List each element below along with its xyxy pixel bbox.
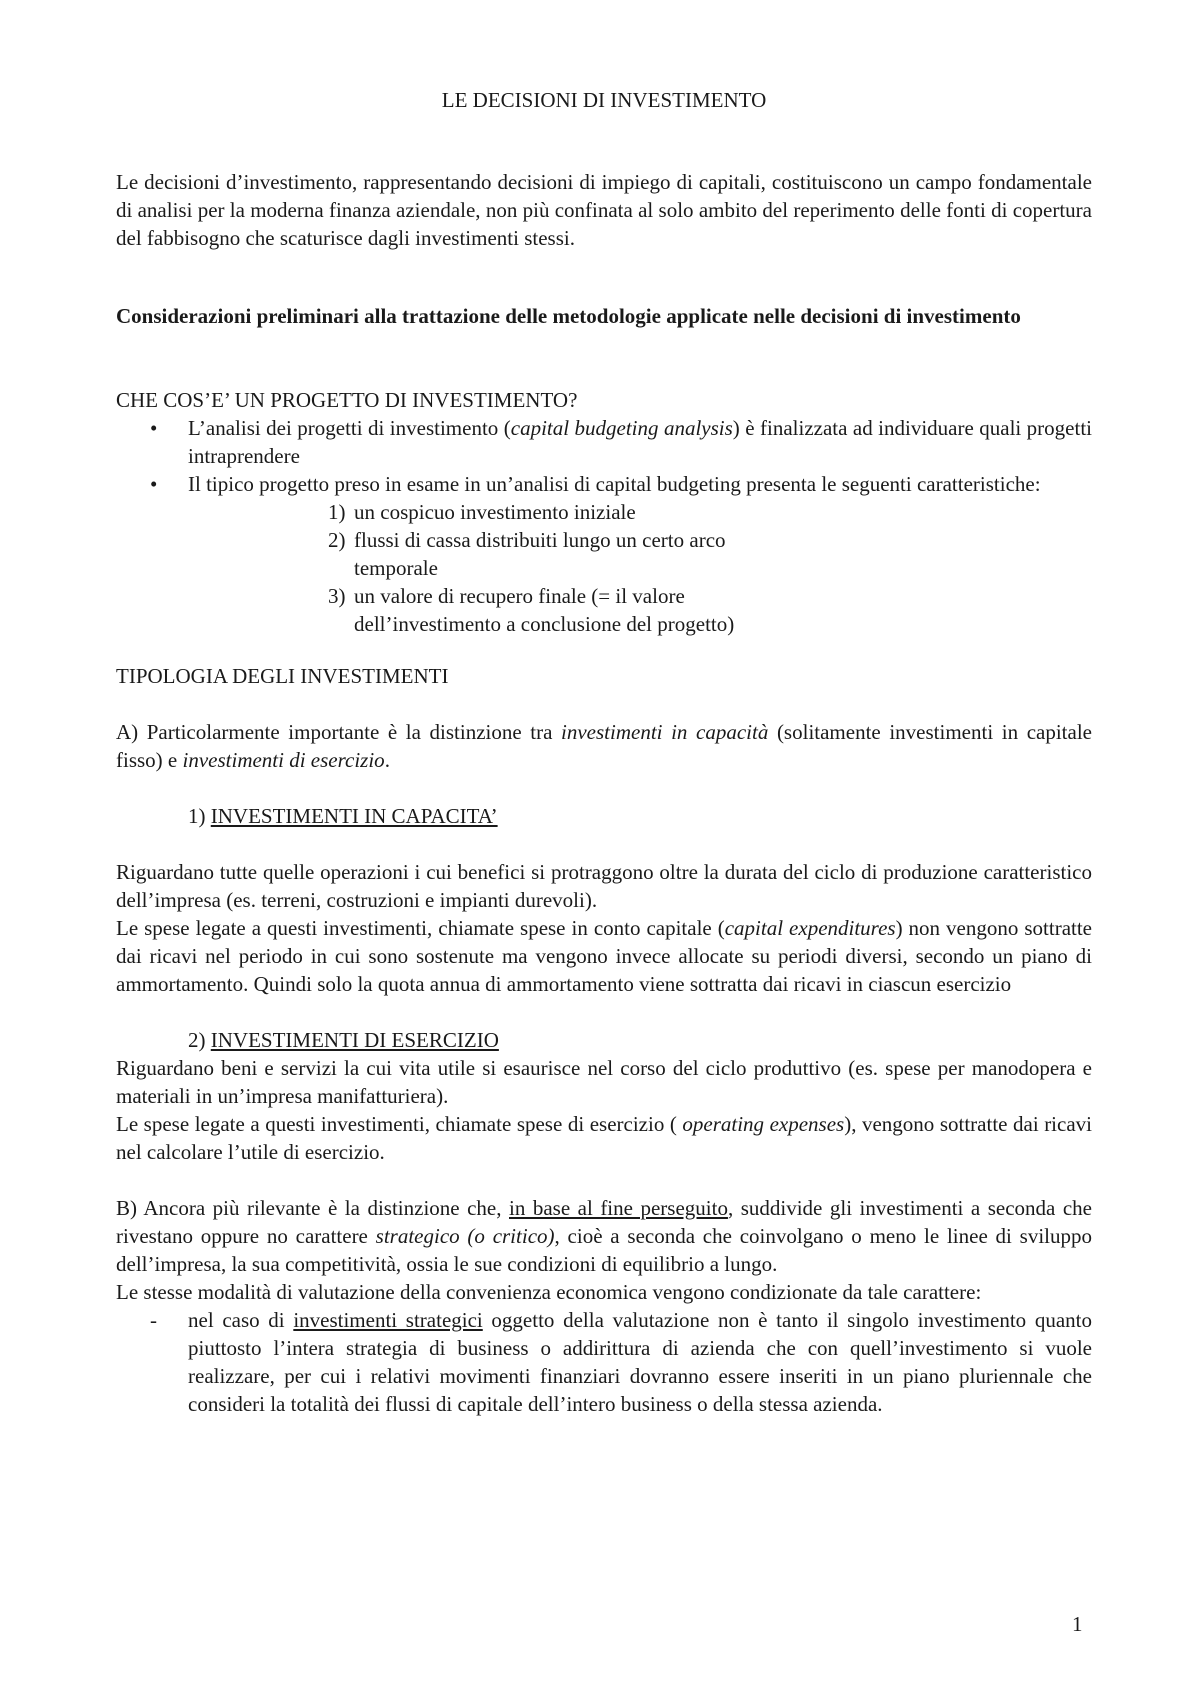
preliminary-heading: Considerazioni preliminari alla trattazione delle metodologie applicate nelle decisioni di investimento	[116, 304, 1021, 328]
document-body	[116, 86, 1092, 1418]
list-item	[116, 470, 1092, 498]
typology-b-paragraph-2: Le stesse modalità di valutazione della convenienza economica vengono condizionate da tale carattere:	[116, 1280, 982, 1304]
italic-term: investimenti in capacità	[561, 720, 769, 744]
bullet-text-start: L’analisi dei progetti di investimento (	[188, 416, 511, 440]
project-bullet-list	[116, 414, 1092, 498]
capacity-heading-text: INVESTIMENTI IN CAPACITA’	[210, 804, 498, 828]
italic-term: strategico (o critico)	[375, 1224, 555, 1248]
capacity-heading: 1) INVESTIMENTI IN CAPACITA’	[188, 804, 498, 828]
bullet-icon: •	[150, 472, 158, 496]
list-item	[116, 414, 1092, 470]
list-item	[328, 526, 798, 582]
underlined-term: investimenti strategici	[293, 1308, 483, 1332]
item-number: 1)	[328, 500, 346, 524]
operating-paragraph-1: Riguardano beni e servizi la cui vita utile si esaurisce nel corso del ciclo produttivo (es. spese per manodopera e materiali in un’impresa manifatturiera).	[116, 1056, 1092, 1108]
list-item	[328, 582, 798, 638]
bullet-text: Il tipico progetto preso in esame in un’analisi di capital budgeting presenta le seguenti caratteristiche:	[188, 472, 1041, 496]
item-text: un valore di recupero finale (= il valore dell’investimento a conclusione del progetto)	[354, 584, 735, 636]
bullet-text-end: ) è finalizzata ad individuare quali progetti intraprendere	[188, 416, 1093, 468]
capacity-paragraph-2: Le spese legate a questi investimenti, chiamate spese in conto capitale (capital expenditures) non vengono sottratte dai ricavi nel periodo in cui sono sostenute ma vengono invece allocate su periodi diversi, secondo un piano di ammortamento. Quindi solo la quota annua di ammortamento viene sottratta dai ricavi in ciascun esercizio	[116, 916, 1092, 996]
italic-term: investimenti di esercizio	[182, 748, 385, 772]
operating-heading: 2) INVESTIMENTI DI ESERCIZIO	[188, 1028, 499, 1052]
list-item	[328, 498, 798, 526]
page-number: 1	[1072, 1612, 1083, 1636]
item-number: 3)	[328, 584, 346, 608]
project-section-heading: CHE COS’E’ UN PROGETTO DI INVESTIMENTO?	[116, 388, 578, 412]
item-text: un cospicuo investimento iniziale	[354, 500, 636, 524]
characteristics-list	[116, 498, 798, 638]
document-title: LE DECISIONI DI INVESTIMENTO	[441, 88, 767, 112]
evaluation-dash-list	[116, 1306, 1092, 1418]
capacity-paragraph-1: Riguardano tutte quelle operazioni i cui benefici si protraggono oltre la durata del ciclo di produzione caratteristico dell’impresa (es. terreni, costruzioni e impianti durevoli).	[116, 860, 1092, 912]
dash-icon: -	[150, 1308, 157, 1332]
operating-paragraph-2: Le spese legate a questi investimenti, chiamate spese di esercizio ( operating expenses), vengono sottratte dai ricavi nel calcolare l’utile di esercizio.	[116, 1112, 1092, 1164]
item-number: 2)	[328, 528, 346, 552]
list-item: - nel caso di investimenti strategici oggetto della valutazione non è tanto il singolo investimento quanto piuttosto l’intera strategia di business o addirittura di azienda che con quell’investimento si vuole realizzare, per cui i relativi movimenti finanziari dovranno essere inseriti in un piano pluriennale che consideri la totalità dei flussi di capitale dell’intero business o della stessa azienda.	[150, 1308, 1092, 1416]
typology-a-paragraph: A) Particolarmente importante è la distinzione tra investimenti in capacità (solitamente investimenti in capitale fisso) e investimenti di esercizio.	[116, 720, 1092, 772]
item-text: flussi di cassa distribuiti lungo un certo arco temporale	[354, 528, 726, 580]
intro-paragraph: Le decisioni d’investimento, rappresentando decisioni di impiego di capitali, costituiscono un campo fondamentale di analisi per la moderna finanza aziendale, non più confinata al solo ambito del reperimento delle fonti di copertura del fabbisogno che scaturisce dagli investimenti stessi.	[116, 170, 1092, 250]
typology-b-paragraph: B) Ancora più rilevante è la distinzione che, in base al fine perseguito, suddivide gli investimenti a seconda che rivestano oppure no carattere strategico (o critico), cioè a seconda che coinvolgano o meno le linee di sviluppo dell’impresa, la sua competitività, ossia le sue condizioni di equilibrio a lungo.	[116, 1196, 1092, 1276]
typology-heading: TIPOLOGIA DEGLI INVESTIMENTI	[116, 664, 449, 688]
operating-heading-text: INVESTIMENTI DI ESERCIZIO	[210, 1028, 499, 1052]
bullet-icon: •	[150, 416, 158, 440]
italic-term: capital expenditures	[724, 916, 896, 940]
italic-term: operating expenses	[682, 1112, 845, 1136]
bullet-text-italic: capital budgeting analysis	[510, 416, 733, 440]
underlined-term: in base al fine perseguito	[509, 1196, 728, 1220]
